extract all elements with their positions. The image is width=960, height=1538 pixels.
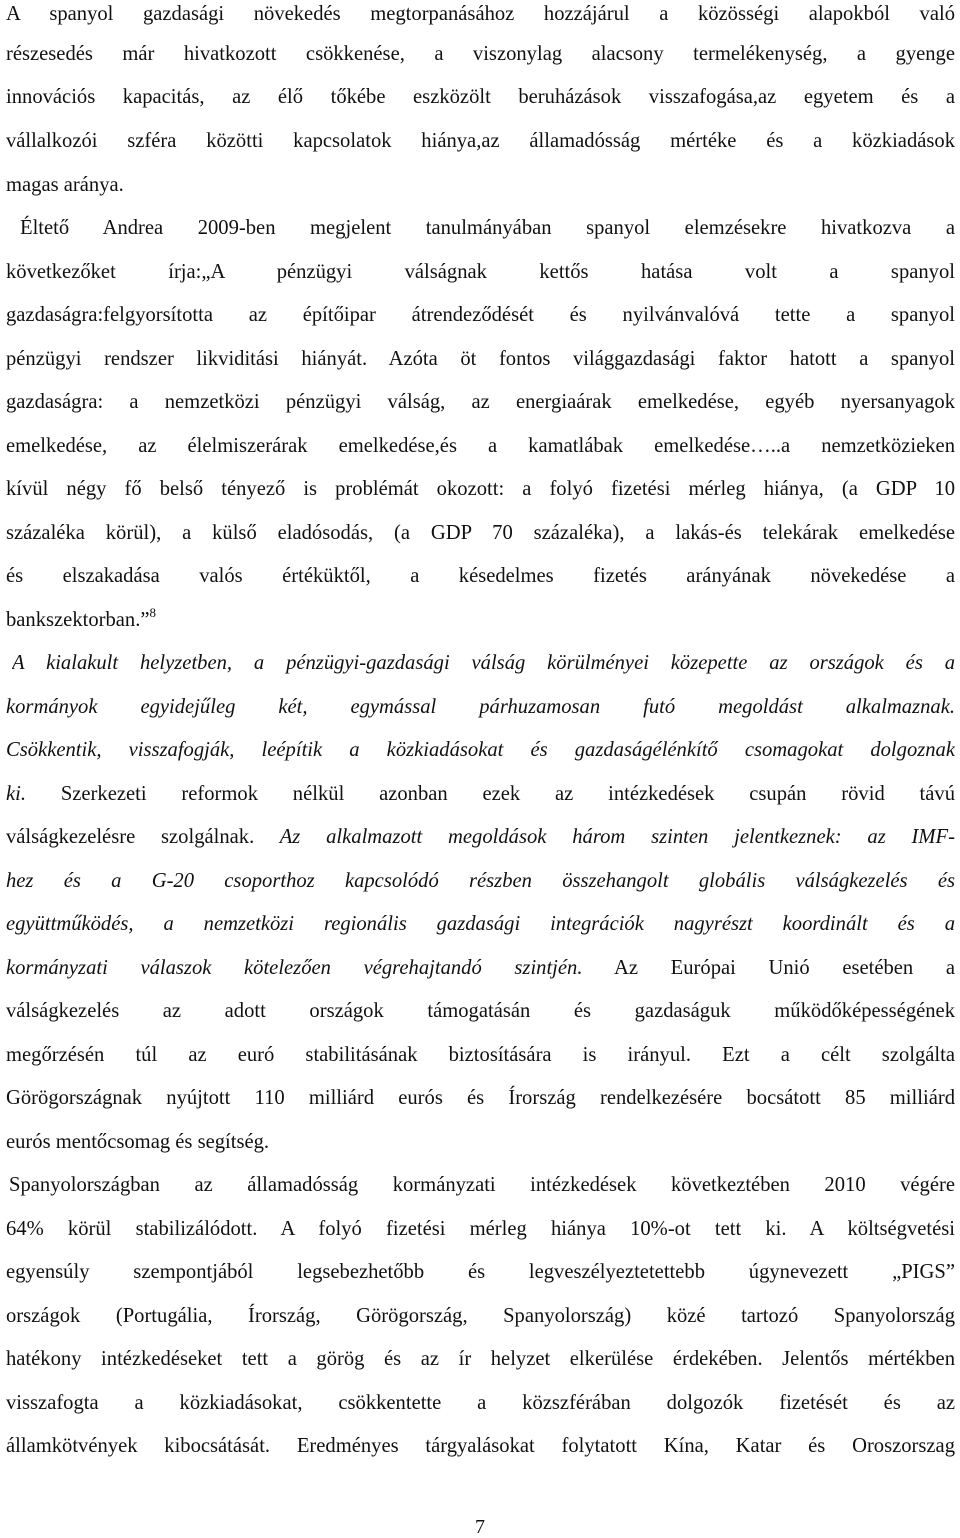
text-line: államkötvények kibocsátását. Eredményes tárgyalásokat folytatott Kína, Katar és Oroszorszag (6, 1435, 955, 1457)
text-line: kormányok egyidejűleg két, egymással párhuzamosan futó megoldást alkalmaznak. (6, 696, 955, 718)
text-line: gazdaságra:felgyorsította az építőipar átrendeződését és nyilvánvalóvá tette a spanyol (6, 304, 955, 326)
text-line: együttműködés, a nemzetközi regionális gazdasági integrációk nagyrészt koordinált és a (6, 913, 955, 935)
text-segment: Szerkezeti reformok nélkül azonban ezek az intézkedések csupán rövid távú (26, 783, 955, 805)
text-line: Görögországnak nyújtott 110 milliárd eurós és Írország rendelkezésére bocsátott 85 milliárd (6, 1087, 955, 1109)
text-line: visszafogta a közkiadásokat, csökkentette a közszférában dolgozók fizetését és az (6, 1392, 955, 1414)
text-segment: válságkezelésre szolgálnak. (6, 826, 255, 848)
text-segment: kormányzati válaszok kötelezően végrehajtandó szintjén. (6, 957, 583, 979)
text-line: következőket írja:„A pénzügyi válságnak kettős hatása volt a spanyol (6, 261, 955, 283)
text-line: Spanyolországban az államadósság kormányzati intézkedések következtében 2010 végére (9, 1174, 955, 1196)
footnote-reference: 8 (149, 606, 157, 620)
text-line: pénzügyi rendszer likviditási hiányát. Azóta öt fontos világgazdasági faktor hatott a spanyol (6, 348, 955, 370)
text-line: hatékony intézkedéseket tett a görög és az ír helyzet elkerülése érdekében. Jelentős mértékben (6, 1348, 955, 1370)
text-line: 64% körül stabilizálódott. A folyó fizetési mérleg hiánya 10%-ot tett ki. A költségvetési (6, 1218, 955, 1240)
text-line: és elszakadása valós értéküktől, a késedelmes fizetés arányának növekedése a (6, 565, 955, 587)
text-line: megőrzésén túl az euró stabilitásának biztosítására is irányul. Ezt a célt szolgálta (6, 1044, 955, 1066)
text-line: egyensúly szempontjából legsebezhetőbb és legveszélyeztetettebb úgynevezett „PIGS” (6, 1261, 955, 1283)
text-line: A kialakult helyzetben, a pénzügyi-gazdasági válság körülményei közepette az országok és a (12, 652, 955, 674)
text-segment: bankszektorban.” (6, 609, 150, 631)
text-line (6, 780, 955, 808)
text-line (6, 954, 955, 982)
text-line: hez és a G-20 csoporthoz kapcsolódó részben összehangolt globális válságkezelés és (6, 870, 955, 892)
text-line: részesedés már hivatkozott csökkenése, a viszonylag alacsony termelékenység, a gyenge (6, 43, 955, 65)
page-number: 7 (475, 1516, 485, 1538)
text-line: eurós mentőcsomag és segítség. (6, 1131, 270, 1153)
text-line: százaléka körül), a külső eladósodás, (a GDP 70 százaléka), a lakás-és telekárak emelkedése (6, 522, 955, 544)
text-line: magas aránya. (6, 174, 124, 196)
text-line: Éltető Andrea 2009-ben megjelent tanulmányában spanyol elemzésekre hivatkozva a (20, 217, 955, 239)
text-line (6, 606, 955, 634)
text-line (6, 823, 955, 851)
text-line: A spanyol gazdasági növekedés megtorpanásához hozzájárul a közösségi alapokból való (6, 3, 955, 25)
text-segment: Az Európai Unió esetében a (582, 957, 955, 979)
text-line: innovációs kapacitás, az élő tőkébe eszközölt beruházások visszafogása,az egyetem és a (6, 86, 955, 108)
text-line: vállalkozói szféra közötti kapcsolatok hiánya,az államadósság mértéke és a közkiadások (6, 130, 955, 152)
text-line: Csökkentik, visszafogják, leépítik a közkiadásokat és gazdaságélénkítő csomagokat dolgoznak (6, 739, 955, 761)
text-line: válságkezelés az adott országok támogatásán és gazdaságuk működőképességének (6, 1000, 955, 1022)
text-line: országok (Portugália, Írország, Görögország, Spanyolország) közé tartozó Spanyolország (6, 1305, 955, 1327)
text-line: kívül négy fő belső tényező is problémát okozott: a folyó fizetési mérleg hiánya, (a GDP 10 (6, 478, 955, 500)
text-segment: ki. (6, 783, 27, 805)
text-segment: Az alkalmazott megoldások három szinten jelentkeznek: az IMF- (254, 826, 955, 848)
text-line: emelkedése, az élelmiszerárak emelkedése,és a kamatlábak emelkedése…..a nemzetközieken (6, 435, 955, 457)
text-line: gazdaságra: a nemzetközi pénzügyi válság, az energiaárak emelkedése, egyéb nyersanyagok (6, 391, 955, 413)
